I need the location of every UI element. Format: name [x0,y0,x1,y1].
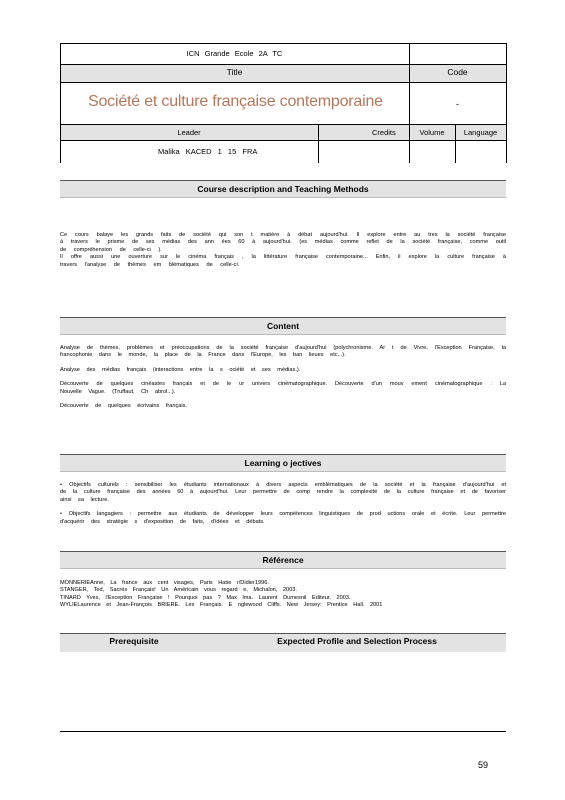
leader-label: Leader [177,128,201,137]
header-border-right [506,43,507,163]
header-border-credits [318,124,319,163]
profile-heading: Expected Profile and Selection Process [277,636,437,646]
reference-item: MONNERIEAnne, La france aux cent visages, Paris Hatie r/Didier1996. [60,580,269,586]
content-paragraph-1: Analyse de thèmes, problèmes et préoccupations de la société française d'aujourd'hui (polychronisme. Ar t de Vivre, l'Exception Française, la francophonie dans le monde, la place de la France dans l'Europe, les ban lieues etc...). [60,345,506,359]
reference-item: WYLIELaurence et Jean-François BRIERE. Les Français. E nglewood Cliffs. New Jersey: Prentice Hall. 2001 [60,602,383,609]
description-paragraph-2: Il offre aussi une ouverture sur le cinéma français , la littérature française contemporaine... Enfin, il explore la culture française à travers l'analyse de thèmes em blématiques de celle-ci. [60,254,506,268]
page-number: 59 [478,760,489,770]
credits-label: Credits [372,128,396,137]
content-paragraph-2: Analyse des médias français (interactions entre la s ociété et ses médias.). [60,366,301,373]
school-label: ICN Grande Ecole 2A TC [186,49,283,58]
header-border-top [60,43,507,44]
leader-value: Malika KACED 1 15 FRA [158,147,258,156]
objectives-text [60,482,506,526]
objectives-heading: Learning o jectives [60,454,506,472]
title-label: Title [226,67,243,77]
prerequisite-heading: Prerequisite [109,636,159,646]
header-border-2 [60,64,507,65]
bottom-divider [60,731,506,732]
reference-heading: Référence [60,551,506,569]
reference-item: TINARD Yves, l'Exception Française ! Pourquoi pas ? Max lma. Laurent Dumesnil Editeur. 2003. [60,594,351,601]
code-value: - [456,99,459,109]
header-border-5 [60,140,507,141]
content-paragraph-4: Découverte de quelques écrivains français. [60,403,187,410]
content-heading: Content [60,317,506,335]
content-text [60,345,506,410]
header-border-left [60,43,61,163]
code-label: Code [447,67,468,77]
objectives-paragraph-1: • Objectifs culturels : sensibiliser les étudiants internationaux à divers aspects emblématiques de la société et la française d'aujourd'hui et de la culture française des années 60 à aujourd'hui. Leur permettre de comp rendre la complexité de la culture française et de favoriser ainsi sa lecture. [60,482,506,503]
language-label: Language [463,128,498,137]
course-title: Société et culture française contemporaine [88,93,383,110]
content-paragraph-3: Découverte de quelques cinéastes français et de le ur univers cinématographique. Découverte d'un mouv ement cinématographique : La Nouvelle Vague. (Truffaut, Ch abrol...). [60,381,506,395]
reference-list [60,580,506,610]
description-paragraph-1: Ce cours balaye les grands faits de société qui son t matière à débat aujourd'hui. Il explore entre au tres la société française à travers le prisme de ses médias des ann ées 60 à aujourd'hui. (es médias comme reflet de la société française, comme outil de compréhension de celle-ci ). [60,232,506,253]
description-text [60,232,506,269]
header-border-3 [60,82,507,83]
header-border-4 [60,124,507,125]
reference-item: STANGER, Ted, Sacrés Français! Un Américain vous regard e, Michalon, 2003. [60,587,297,594]
volume-label: Volume [419,128,445,137]
objectives-paragraph-2: • Objectifs langagiers : permettre aux étudiants de développer leurs compétences linguistiques de prod uctions orale et écrite. Leur permettre d'acquérir des stratégie s d'exposition de faits, d'idées et débats. [60,511,506,525]
description-heading: Course description and Teaching Methods [60,180,506,198]
